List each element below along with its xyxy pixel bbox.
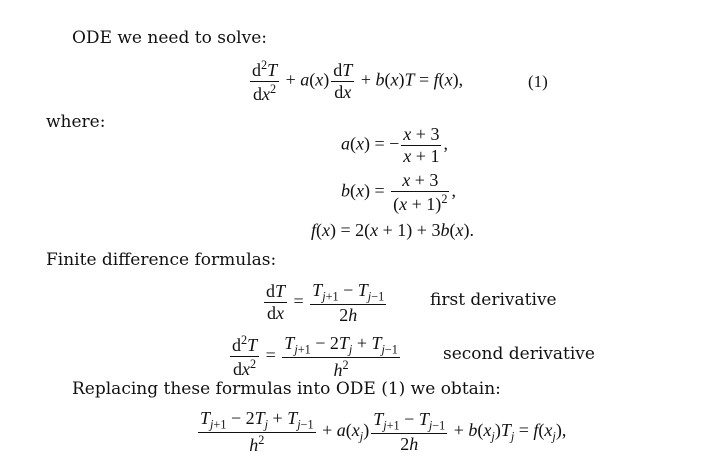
b-definition: b(x) = $\frac{x + 3}{(x + 1)^2}$ , xyxy=(341,170,456,214)
equation-number: (1) xyxy=(528,72,548,91)
second-derivative-label: second derivative xyxy=(443,344,595,364)
first-derivative-formula: $\frac{dT}{dx}$ = $\frac{T_{j+1} - T_{j-1}}{2h}$ xyxy=(266,280,385,325)
a-definition: a(x) = − $\frac{x + 3}{x + 1}$ , xyxy=(341,124,448,166)
second-derivative-formula: $\frac{d^2T}{dx^2}$ = $\frac{T_{j+1} - 2T_j + T_{j-1}}{h^2}$ xyxy=(232,333,398,380)
f-definition: f(x) = 2(x + 1) + 3b(x). xyxy=(311,220,474,240)
intro-text: ODE we need to solve: xyxy=(72,28,268,48)
fd-label: Finite difference formulas: xyxy=(46,250,277,270)
first-derivative-label: first derivative xyxy=(430,290,557,310)
replacing-text: Replacing these formulas into ODE (1) we obtain: xyxy=(72,379,501,399)
discretized-equation: $\frac{T_{j+1} - 2T_j + T_{j-1}}{h^2}$ + $a(x_j)$ $\frac{T_{j+1} - T_{j-1}}{2h}$ + $b(x_j)T_j = f(x_j)$, xyxy=(200,408,567,455)
ode-equation: $\frac{d^2T}{dx^2}$ + a(x) $\frac{dT}{dx}$ + b(x)T = f(x), xyxy=(252,58,464,104)
where-label: where: xyxy=(46,112,106,132)
